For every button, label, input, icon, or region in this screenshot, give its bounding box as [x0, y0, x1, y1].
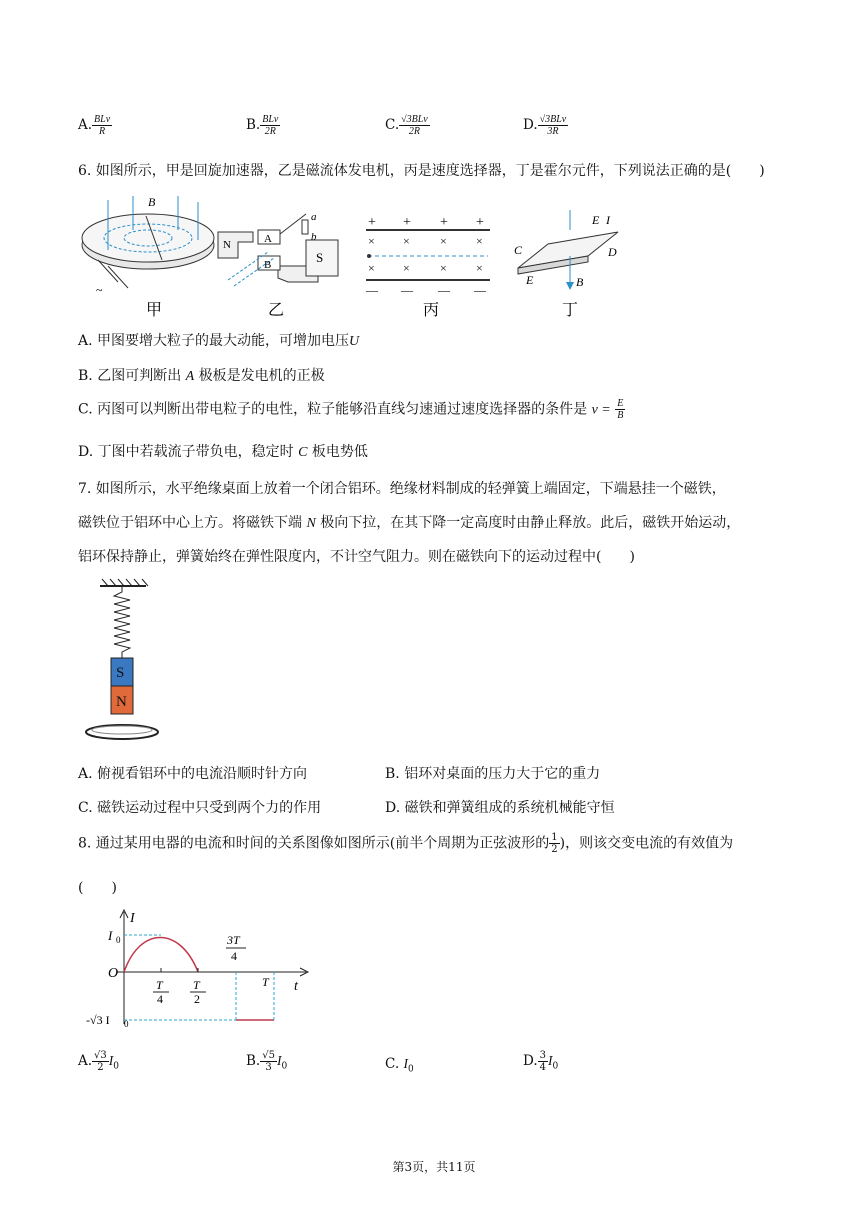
- q6-stem: 6. 如图所示，甲是回旋加速器，乙是磁流体发电机，丙是速度选择器，丁是霍尔元件，下列说法正确的是( ): [78, 163, 765, 179]
- svg-text:+: +: [476, 215, 484, 230]
- svg-text:a: a: [311, 211, 317, 223]
- svg-text:乙: 乙: [268, 302, 285, 319]
- svg-text:N: N: [223, 239, 231, 251]
- svg-text:4: 4: [157, 992, 163, 1006]
- svg-text:C: C: [514, 243, 523, 257]
- svg-text:×: ×: [476, 234, 483, 248]
- current-time-graph: [80, 906, 320, 1036]
- svg-text:2: 2: [194, 992, 200, 1006]
- svg-text:丙: 丙: [423, 302, 440, 319]
- svg-text:—: —: [401, 283, 413, 297]
- svg-text:A: A: [264, 233, 272, 245]
- svg-text:丁: 丁: [562, 302, 579, 319]
- svg-text:×: ×: [440, 234, 447, 248]
- svg-text:B: B: [264, 259, 272, 271]
- svg-text:E: E: [526, 273, 534, 287]
- svg-text:E: E: [592, 213, 600, 227]
- svg-text:+: +: [440, 215, 448, 230]
- svg-text:+: +: [368, 215, 376, 230]
- q5-option-d: D. $\frac{\text{√3BLv}}{3R}$: [523, 114, 567, 137]
- svg-text:-√3 I: -√3 I: [86, 1013, 110, 1027]
- svg-text:3T: 3T: [227, 933, 240, 947]
- q8-option-a: A. $\frac{√3}{2}$ $I_0$: [78, 1050, 120, 1073]
- svg-text:×: ×: [368, 234, 375, 248]
- svg-text:t: t: [294, 979, 298, 994]
- svg-text:I: I: [108, 928, 113, 943]
- svg-text:0: 0: [116, 935, 121, 945]
- page-footer: 第3页，共11页: [392, 1160, 476, 1174]
- q5-option-b: B. $\frac{\text{BLv}}{2R}$: [246, 114, 279, 137]
- svg-text:b: b: [311, 231, 317, 243]
- q7-option-b: B. 铝环对桌面的压力大于它的重力: [385, 766, 601, 782]
- svg-text:T: T: [262, 975, 269, 989]
- q8-answer-paren: ( ): [78, 880, 117, 896]
- q7-option-d: D. 磁铁和弹簧组成的系统机械能守恒: [385, 800, 615, 816]
- svg-text:+: +: [403, 215, 411, 230]
- hall-element-diagram: [514, 210, 618, 319]
- q7-stem-line1: 7. 如图所示，水平绝缘桌面上放着一个闭合铝环。绝缘材料制成的轻弹簧上端固定，下端悬挂一个磁铁，: [78, 481, 726, 497]
- svg-text:—: —: [438, 283, 450, 297]
- svg-text:甲: 甲: [146, 302, 163, 319]
- q6-option-d: D. 丁图中若载流子带负电，稳定时 C 板电势低: [78, 444, 368, 460]
- svg-text:N: N: [116, 694, 127, 710]
- svg-text:S: S: [316, 250, 324, 265]
- svg-text:D: D: [608, 245, 617, 259]
- svg-text:I: I: [606, 213, 610, 227]
- cyclotron-diagram: [82, 195, 214, 319]
- velocity-selector-diagram: [365, 215, 490, 319]
- q6-figures: [78, 190, 638, 320]
- svg-text:×: ×: [403, 234, 410, 248]
- q6-option-b: B. 乙图可判断出 A 极板是发电机的正极: [78, 368, 325, 384]
- q8-option-c: C. $I_0$: [385, 1056, 414, 1075]
- svg-text:×: ×: [403, 261, 410, 275]
- q5-option-c: C. $\frac{\text{√3BLv}}{2R}$: [385, 114, 428, 137]
- svg-text:×: ×: [368, 261, 375, 275]
- svg-text:I: I: [130, 911, 135, 926]
- q7-option-c: C. 磁铁运动过程中只受到两个力的作用: [78, 800, 322, 816]
- q8-option-b: B. $\frac{√5}{3}$ $I_0$: [246, 1050, 288, 1073]
- q7-stem-line2: 磁铁位于铝环中心上方。将磁铁下端 N 极向下拉，在其下降一定高度时由静止释放。此后，磁铁开始运动，: [78, 515, 741, 531]
- q6-option-a: A. 甲图要增大粒子的最大动能，可增加电压U: [78, 333, 360, 349]
- q8-option-d: D. $\frac{3}{4}$ $I_0$: [523, 1050, 559, 1073]
- q7-stem-line3: 铝环保持静止，弹簧始终在弹性限度内，不计空气阻力。则在磁铁向下的运动过程中( ): [78, 549, 635, 565]
- spring-magnet-figure: [80, 576, 180, 746]
- svg-text:S: S: [116, 665, 125, 681]
- svg-text:×: ×: [476, 261, 483, 275]
- mhd-generator-diagram: [218, 211, 338, 319]
- q8-stem: 8. 通过某用电器的电流和时间的关系图像如图所示(前半个周期为正弦波形的 $\frac{1}{2}$ )，则该交变电流的有效值为: [78, 832, 734, 855]
- svg-text:~: ~: [96, 283, 103, 297]
- svg-text:T: T: [156, 978, 163, 992]
- svg-text:—: —: [366, 283, 378, 297]
- svg-text:B: B: [148, 195, 156, 209]
- svg-text:O: O: [108, 966, 119, 981]
- svg-text:×: ×: [440, 261, 447, 275]
- sine-half-curve: [124, 938, 198, 973]
- svg-text:4: 4: [231, 949, 237, 963]
- svg-text:—: —: [474, 283, 486, 297]
- svg-text:T: T: [193, 978, 200, 992]
- svg-text:0: 0: [124, 1019, 129, 1029]
- svg-text:B: B: [576, 275, 584, 289]
- q5-option-a: A. $\frac{\text{BLv}}{R}$: [78, 114, 111, 137]
- q6-option-c: C. 丙图可以判断出带电粒子的电性，粒子能够沿直线匀速通过速度选择器的条件是 v = $\frac{E}{B}$: [78, 398, 624, 421]
- q7-option-a: A. 俯视看铝环中的电流沿顺时针方向: [78, 766, 308, 782]
